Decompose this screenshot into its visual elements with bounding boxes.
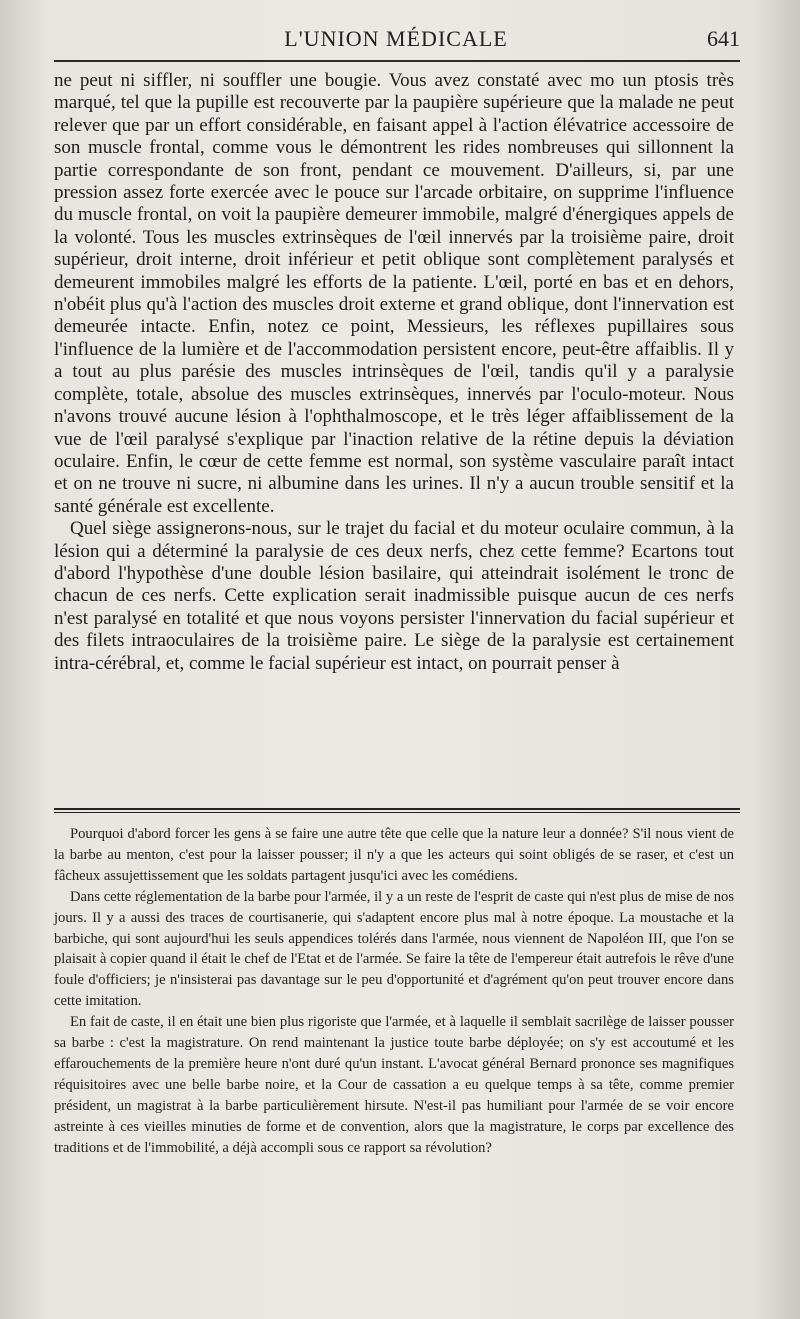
main-text (54, 70, 734, 675)
footnote-paragraph-1: Pourquoi d'abord forcer les gens à se faire une autre tête que celle que la nature leur a donnée? S'il nous vient de la barbe au menton, c'est pour la laisser pousser; il n'y a que les acteurs qui soint obligés de se raser, et c'est un fâcheux assujettissement que les soldats partagent jusqu'ici avec les comédiens. (54, 826, 734, 884)
page-number: 641 (707, 26, 740, 51)
main-paragraph-1: ne peut ni siffler, ni souffler une bougie. Vous avez constaté avec mo ιun ptosis très marqué, tel que la pupille est recouverte par la paupière supérieure que la malade ne peut relever que par un effort considérable, en faisant appel à l'action élévatrice accessoire de son muscle frontal, comme vous le démontrent les rides nombreuses qui sillonnent la partie correspondante de son front, pendant ce mouvement. D'ailleurs, si, par une pression assez forte exercée avec le pouce sur l'arcade orbitaire, on supprime l'influence du muscle frontal, on voit la paupière demeurer immobile, malgré d'énergiques appels de la volonté. Tous les muscles extrinsèques de l'œil innervés par la troisième paire, droit supérieur, droit interne, droit inférieur et petit oblique sont complètement paralysés et demeurent immobiles malgré les efforts de la patiente. L'œil, porté en bas et en dehors, n'obéit plus qu'à l'action des muscles droit externe et grand oblique, dont l'innervation est demeurée intacte. Enfin, notez ce point, Messieurs, les réflexes pupillaires sous l'influence de la lumière et de l'accommodation persistent encore, peut-être affaiblis. Il y a tout au plus parésie des muscles intrinsèques de l'œil, tandis qu'il y a paralysie complète, totale, absolue des muscles extrinsèques, innervés par l'oculo-moteur. Nous n'avons trouvé aucune lésion à l'ophthalmoscope, et le très léger affaiblissement de la vue de l'œil paralysé s'explique par l'inaction relative de la rétine depuis la déviation oculaire. Enfin, le cœur de cette femme est normal, son système vasculaire paraît intact et on ne trouve ni sucre, ni albumine dans les urines. Il n'y a aucun trouble sensitif et la santé générale est excellente. (54, 70, 734, 517)
footnote-paragraph-2: Dans cette réglementation de la barbe pour l'armée, il y a un reste de l'esprit de caste qui n'est plus de mise de nos jours. Il y a aussi des traces de courtisanerie, qui s'adaptent encore plus mal à notre époque. La moustache et la barbiche, qui sont aujourd'hui les seuls appendices tolérés dans l'armée, nous viennent de Napoléon III, que l'on se plaisait à copier quand il était le chef de l'Etat et de l'armée. Se faire la tête de l'empereur était autrefois le rêve d'une foule d'officiers; je n'insisterai pas davantage sur le peu d'opportunité et d'agrément qu'on peut trouver encore dans cette imitation. (54, 888, 734, 1010)
footnote-separator (54, 808, 740, 813)
running-header (52, 22, 740, 56)
footnote (54, 824, 734, 1159)
footnote-paragraph-3: En fait de caste, il en était une bien plus rigoriste que l'armée, et à laquelle il semblait sacrilège de laisser pousser sa barbe : c'est la magistrature. On rend maintenant la justice toute barbe déployée; on s'y est accoutumé et les effarouchements de la première heure n'ont duré qu'un instant. L'avocat général Bernard prononce ses magnifiques réquisitoires avec une belle barbe noire, et la Cour de cassation a eu quelque temps à sa tête, comme premier président, un magistrat à la barbe particulièrement hirsute. N'est-il pas humiliant pour l'armée de se voir encore astreinte à ces vieilles minuties de forme et de convention, alors que la magistrature, le corps par excellence des traditions et de l'immobilité, a déjà accompli sous ce rapport sa révolution? (54, 1014, 734, 1156)
running-title: L'UNION MÉDICALE (284, 26, 508, 51)
main-paragraph-2: Quel siège assignerons-nous, sur le trajet du facial et du moteur oculaire commun, à la lésion qui a déterminé la paralysie de ces deux nerfs, chez cette femme? Ecartons tout d'abord l'hypothèse d'une double lésion basilaire, qui atteindrait isolément le tronc de chacun de ces nerfs. Cette explication serait inadmissible puisque aucun de ces nerfs n'est paralysé en totalité et que nous voyons persister l'innervation du facial supérieur et des filets intraoculaires de la troisième paire. Le siège de la paralysie est certainement intra-cérébral, et, comme le facial supérieur est intact, on pourrait penser à (54, 518, 734, 674)
header-rule (54, 60, 740, 62)
